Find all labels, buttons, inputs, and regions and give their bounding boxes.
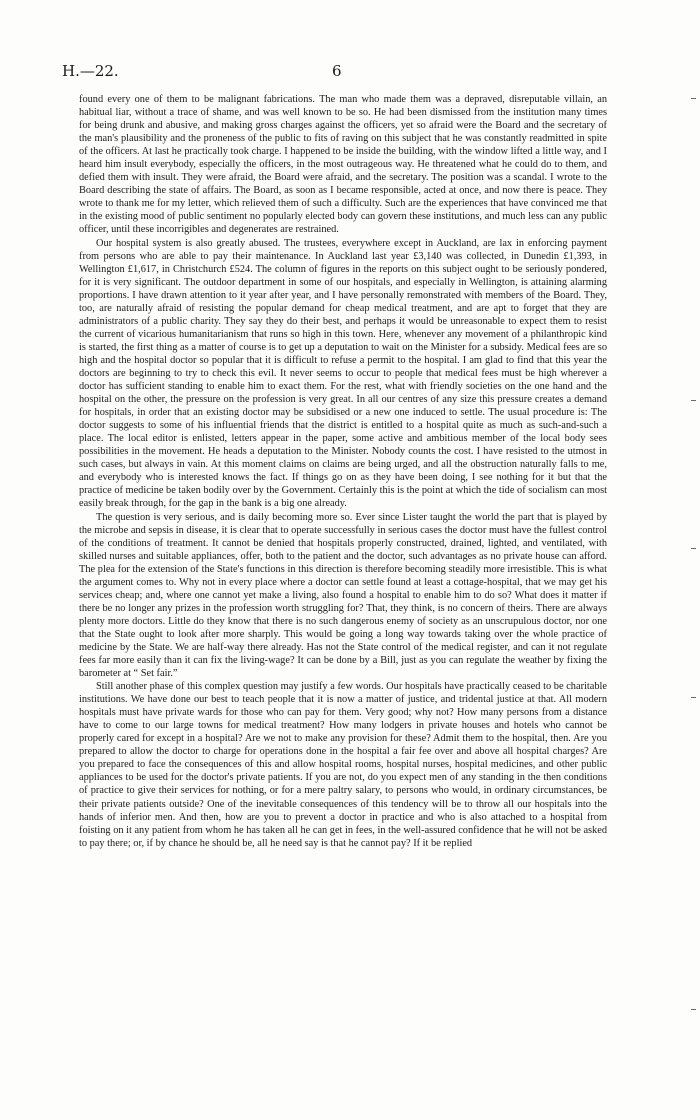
page-number: 6	[332, 62, 342, 80]
margin-mark	[691, 400, 696, 401]
paragraph-private-wards: Still another phase of this complex question may justify a few words. Our hospitals have practically ceased to be charitable institutions. We have done our best to teach people that it is now a matter of justice, and tridental justice at that. All modern hospitals must have private wards for those who can pay for them. Very good; why not? How many persons from a distance have to come to our large towns for medical treatment? How many lodgers in private houses and hotels who cannot be properly cared for except in a hospital? Are we not to make any provision for these? Admit them to the hospital, then. Are you prepared to allow the doctor to charge for operations done in the hospital a fair fee over and above all hospital charges? Are you prepared to face the consequences of this and allow hospital rooms, hospital nurses, hospital medicines, and other public appliances to be used for the doctor's private patients. If you are not, do you expect men of any standing in the then conditions of practice to give their services for nothing, or for a mere paltry salary, to persons who would, in ordinary circumstances, be their private patients outside? One of the inevitable consequences of this tendency will be to throw all our hospitals into the hands of inferior men. And then, how are you to prevent a doctor in practice and who is also attached to a hospital from foisting on it any patient from whom he has taken all he can get in fees, in the well-assured confidence that he will not be asked to pay there; or, if by chance he should be, all he need say is that he cannot pay? If it be replied	[79, 681, 607, 849]
margin-mark	[691, 98, 696, 99]
body-text	[79, 93, 607, 850]
page-header	[62, 62, 622, 82]
paragraph-question-serious: The question is very serious, and is daily becoming more so. Ever since Lister taught the world the part that is played by the microbe and sepsis in disease, it is clear that to operate successfully in serious cases the doctor must have the fullest control of the conditions of treatment. It cannot be denied that hospitals properly constructed, drained, lighted, and ventilated, with skilled nurses and suitable appliances, offer, both to the patient and the doctor, such advantages as no private house can afford. The plea for the extension of the State's functions in this direction is therefore becoming steadily more irresistible. This is what the argument comes to. Why not in every place where a doctor can settle found at least a cottage-hospital, that we may get his services cheap; and, where one cannot yet make a living, also found a hospital to enable him to do so? What does it matter if there be no longer any prizes in the profession worth struggling for? That, they think, is no concern of theirs. There are always plenty more doctors. Little do they know that there is no such dangerous enemy of society as an unscrupulous doctor, nor one that the State ought to look after more sharply. This would be going a long way towards taking over the whole practice of medicine by the State. We are half-way there already. Has not the State control of the medical register, and can it not regulate fees far more easily than it can fix the living-wage? It can be done by a Bill, just as you can regulate the weather by fixing the barometer at “ Set fair.”	[79, 511, 607, 680]
paragraph-hospital-abuse: Our hospital system is also greatly abused. The trustees, everywhere except in Auckland, are lax in enforcing payment from persons who are able to pay their maintenance. In Auckland last year £3,140 was collected, in Dunedin £1,393, in Wellington £1,617, in Christchurch £524. The column of figures in the reports on this subject ought to be seriously pondered, for it is very significant. The outdoor department in some of our hospitals, and especially in Wellington, is attaining alarming proportions. I have drawn attention to it year after year, and I have personally remonstrated with members of the Board. They, too, are naturally afraid of resisting the popular demand for cheap medical treatment, and are apt to forget that they are administrators of a public charity. They say they do their best, and perhaps it would be unreasonable to expect them to resist the current of vicarious humanitarianism that runs so high in this town. Here, whenever any movement of a philanthropic kind is started, the first thing as a matter of course is to get up a deputation to wait on the Minister for a subsidy. Medical fees are so high and the hospital doctor so popular that it is difficult to refuse a permit to the hospital. I am glad to find that this year the doctors are beginning to try to check this evil. It never seems to occur to people that medical fees must be high wherever a doctor has sufficient standing to enable him to exact them. For the rest, what with friendly societies on the one hand and the hospital on the other, the pressure on the profession is very great. In all our centres of any size this pressure creates a demand for hospitals, in order that an existing doctor may be subsidised or a new one induced to settle. The usual procedure is: The doctor suggests to some of his influential friends that the district is entitled to a hospital quite as much as such-and-such a place. The local editor is enlisted, letters appear in the paper, some active and ambitious member of the local body sees possibilities in the movement. He heads a deputation to the Minister. Nobody counts the cost. I have resisted to the utmost in such cases, but always in vain. At this moment claims on claims are being urged, and all the obstruction naturally falls to me, and everybody who is interested knows the fact. If things go on as they have been doing, I see nothing for it but that the practice of medicine be taken bodily over by the Government. Certainly this is the point at which the tide of socialism can most easily break through, for the gap in the bank is a big one already.	[79, 237, 607, 510]
margin-mark	[691, 697, 696, 698]
paragraph-continued: found every one of them to be malignant fabrications. The man who made them was a depraved, disreputable villain, an habitual liar, without a trace of shame, and was well known to be so. He had been dismissed from the institution many times for being drunk and abusive, and making gross charges against the officers, yet so afraid were the Board and the secretary of the man's plausibility and the proneness of the public to fits of raving on this subject that he was constantly readmitted in spite of the officers. At last he practically took charge. I happened to be inside the building, with the window lifted a little way, and I heard him insult everybody, especially the officers, in the most outrageous way. He threatened what he could do to them, and defied them with insult. They were afraid, the Board were afraid, and the secretary. The position was a scandal. I wrote to the Board describing the state of affairs. The Board, as soon as I became responsible, acted at once, and now there is peace. They wrote to thank me for my letter, which relieved them of such a difficulty. Such are the experiences that have convinced me that in the existing mood of public sentiment no popularly elected body can govern these institutions, and much less can any public officer, until these incorrigibles and degenerates are restrained.	[79, 94, 607, 236]
report-reference: H.—22.	[62, 62, 119, 80]
margin-mark	[691, 1009, 696, 1010]
margin-mark	[691, 548, 696, 549]
